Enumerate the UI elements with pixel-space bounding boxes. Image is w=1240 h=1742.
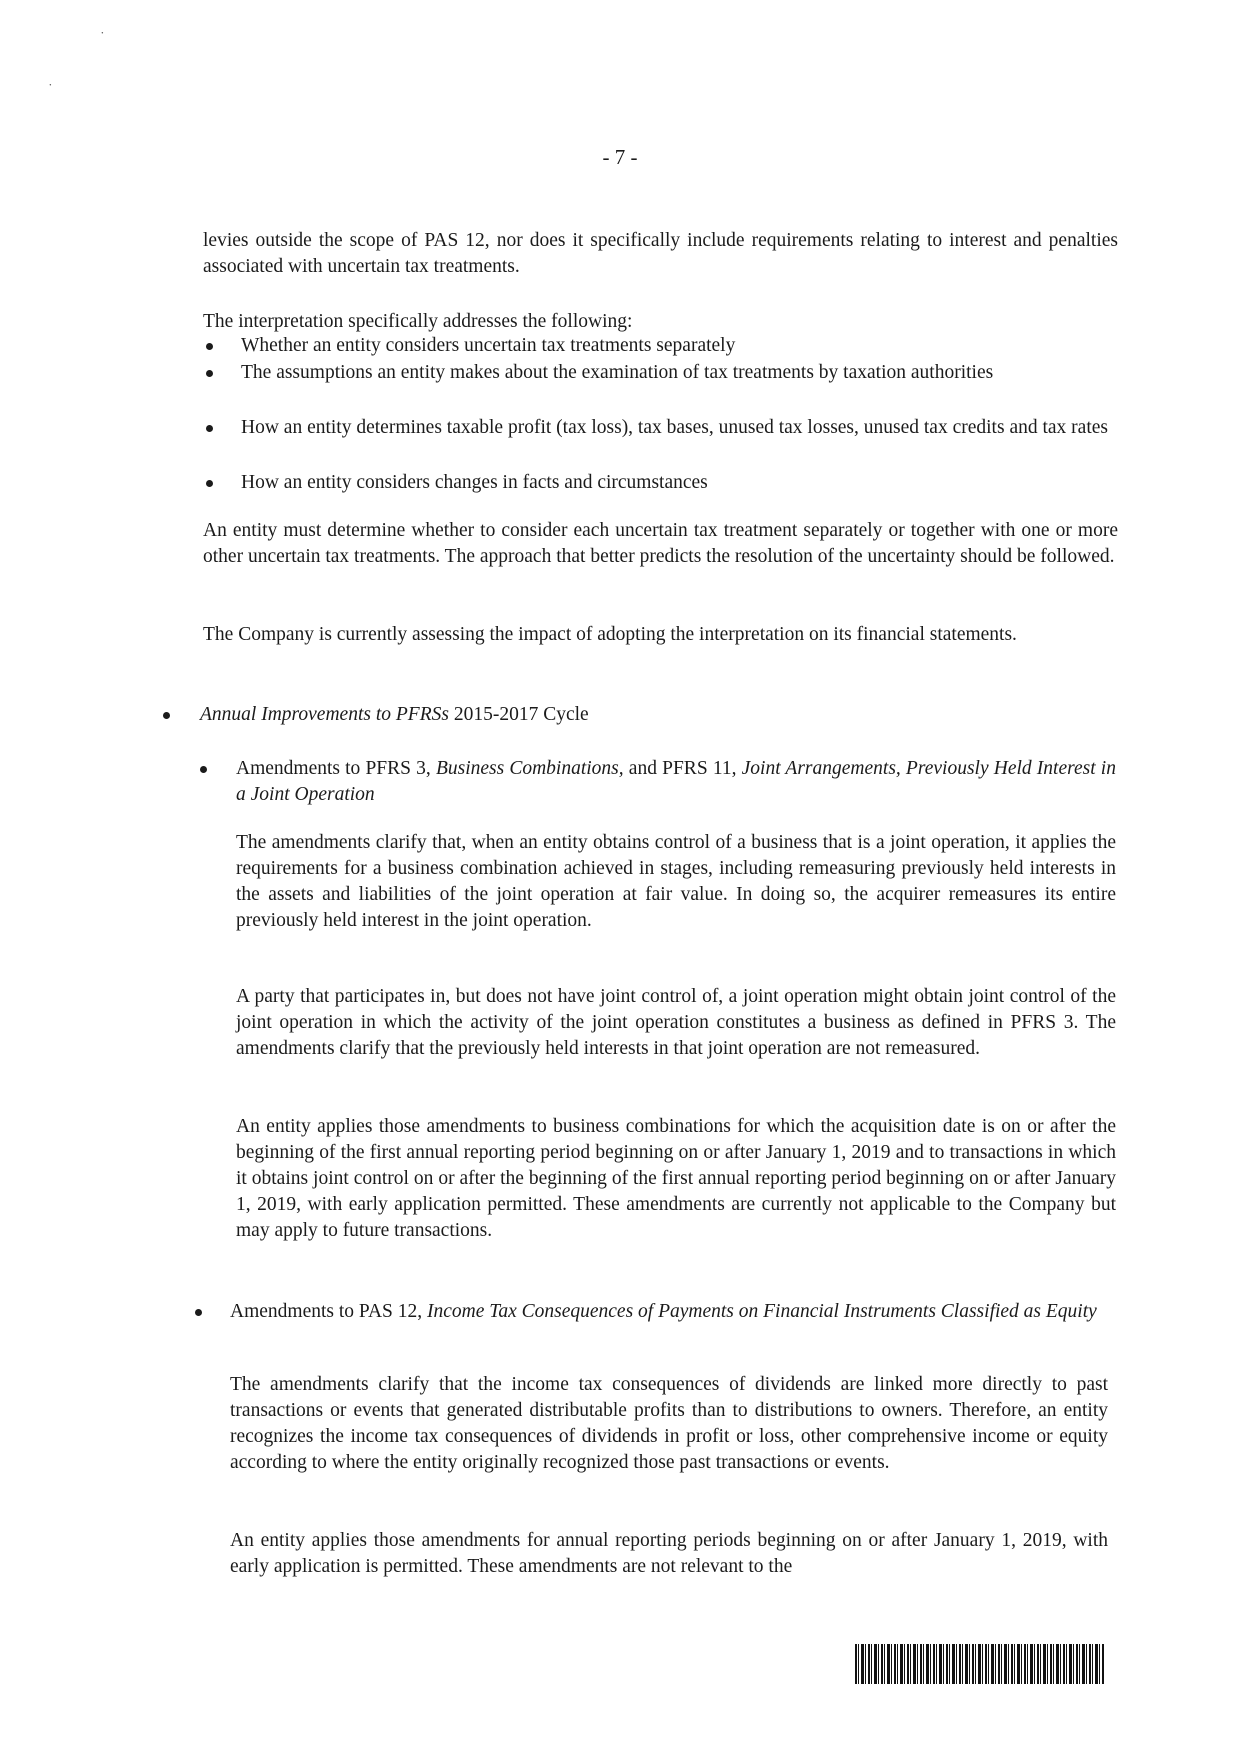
separate-treatment-paragraph: An entity must determine whether to consider each uncertain tax treatment separately or together with one or more other uncertain tax treatments. The approach that better predicts the resolution of the uncertainty should be followed. xyxy=(203,520,1118,567)
interpretation-item: Whether an entity considers uncertain tax treatments separately xyxy=(241,335,736,356)
pfrs3-amendment-title: Amendments to PFRS 3, Business Combinations, and PFRS 11, Joint Arrangements, Previously Held Interest in a Joint Operation xyxy=(236,758,1116,805)
pas12-paragraph: The amendments clarify that the income tax consequences of dividends are linked more directly to past transactions or events that generated distributable profits than to distributions to owners. Therefore, an entity recognizes the income tax consequences of dividends in profit or loss, other comprehensive income or equity according to where the entity originally recognized those past transactions or events. xyxy=(230,1374,1108,1473)
bullet-icon xyxy=(200,766,207,773)
intro-paragraph: levies outside the scope of PAS 12, nor does it specifically include requirements relating to interest and penalties associated with uncertain tax treatments. xyxy=(203,230,1118,277)
bullet-icon xyxy=(206,370,213,377)
bullet-icon xyxy=(206,343,213,350)
interpretation-item: How an entity determines taxable profit (tax loss), tax bases, unused tax losses, unused tax credits and tax rates xyxy=(241,417,1108,438)
pfrs3-paragraph: A party that participates in, but does not have joint control of, a joint operation might obtain joint control of the joint operation in which the activity of the joint operation constitutes a business as defined in PFRS 3. The amendments clarify that the previously held interests in that joint operation are not remeasured. xyxy=(236,986,1116,1059)
interpretation-item: The assumptions an entity makes about the examination of tax treatments by taxation authorities xyxy=(241,362,994,383)
company-assessing-paragraph: The Company is currently assessing the impact of adopting the interpretation on its financial statements. xyxy=(203,624,1017,645)
barcode xyxy=(855,1644,1105,1684)
bullet-icon xyxy=(206,480,213,487)
bullet-icon xyxy=(206,425,213,432)
pfrs3-paragraph: The amendments clarify that, when an entity obtains control of a business that is a joint operation, it applies the requirements for a business combination achieved in stages, including remeasuring previously held interests in the assets and liabilities of the joint operation at fair value. In doing so, the acquirer remeasures its entire previously held interest in the joint operation. xyxy=(236,832,1116,931)
pas12-paragraph: An entity applies those amendments for annual reporting periods beginning on or after January 1, 2019, with early application is permitted. These amendments are not relevant to the xyxy=(230,1530,1108,1577)
annual-improvements-heading: Annual Improvements to PFRSs 2015-2017 Cycle xyxy=(200,704,589,725)
pfrs3-paragraph: An entity applies those amendments to business combinations for which the acquisition date is on or after the beginning of the first annual reporting period beginning on or after January 1, 2019 and to transactions in which it obtains joint control on or after the beginning of the first annual reporting period beginning on or after January 1, 2019, with early application permitted. These amendments are currently not applicable to the Company but may apply to future transactions. xyxy=(236,1116,1116,1241)
pas12-amendment-title: Amendments to PAS 12, Income Tax Consequences of Payments on Financial Instruments Classified as Equity xyxy=(230,1301,1097,1322)
bullet-icon xyxy=(195,1309,202,1316)
bullet-icon xyxy=(163,712,170,719)
page-number: - 7 - xyxy=(602,145,638,169)
interpretation-item: How an entity considers changes in facts and circumstances xyxy=(241,472,708,493)
interpretation-lead: The interpretation specifically addresses the following: xyxy=(203,311,633,332)
